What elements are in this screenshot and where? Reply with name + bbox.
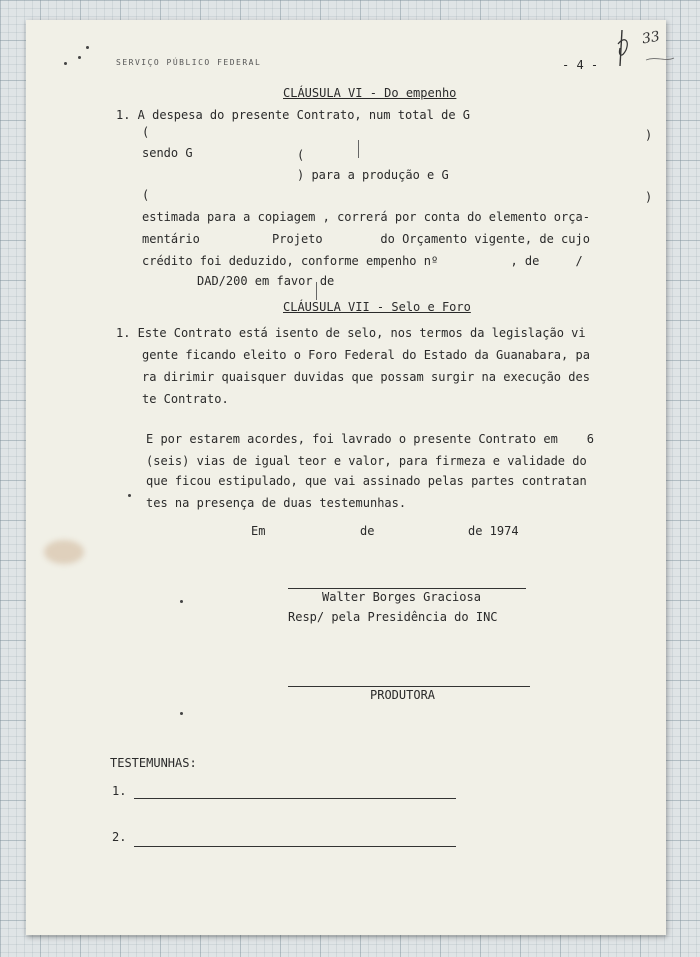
date-de: de [360, 524, 375, 538]
clause-vi-line: ( [142, 125, 150, 139]
witness-number-2: 2. [112, 830, 127, 844]
stray-tick [358, 140, 359, 158]
witness-line-2 [134, 846, 456, 847]
paper-stain [44, 540, 84, 564]
producer-signature-line [288, 686, 530, 687]
clause-vi-line: ) [645, 128, 653, 142]
stray-mark [78, 56, 81, 59]
closing-line: que ficou estipulado, que vai assinado pelas partes contratan [146, 474, 587, 488]
witnesses-label: TESTEMUNHAS: [110, 756, 197, 770]
clause-vii-title: CLÁUSULA VII - Selo e Foro [283, 300, 471, 314]
agency-header: SERVIÇO PÚBLICO FEDERAL [116, 58, 262, 67]
signature-line [288, 588, 526, 589]
date-year: de 1974 [468, 524, 519, 538]
clause-vi-line: mentário Projeto do Orçamento vigente, de cujo [142, 232, 590, 246]
signer-name: Walter Borges Graciosa [322, 590, 481, 604]
witness-line-1 [134, 798, 456, 799]
stray-mark [64, 62, 67, 65]
signer-role: Resp/ pela Presidência do INC [288, 610, 498, 624]
witness-number-1: 1. [112, 784, 127, 798]
folio-number: 33 [640, 28, 662, 48]
clause-vi-line: crédito foi deduzido, conforme empenho nº , de / [142, 254, 583, 268]
clause-vii-line: ra dirimir quaisquer duvidas que possam surgir na execução des [142, 370, 590, 384]
clause-vi-line: ( [297, 148, 305, 162]
clause-vii-line: gente ficando eleito o Foro Federal do Estado da Guanabara, pa [142, 348, 590, 362]
page-number: - 4 - [562, 58, 599, 72]
clause-vi-line: ( [142, 188, 150, 202]
producer-label: PRODUTORA [370, 688, 436, 702]
date-em: Em [251, 524, 266, 538]
stray-mark [128, 494, 131, 497]
clause-vi-line: estimada para a copiagem , correrá por conta do elemento orça- [142, 210, 590, 224]
clause-vi-line: ) [645, 190, 653, 204]
clause-vi-line: ) para a produção e G [297, 168, 449, 182]
stray-mark [180, 712, 183, 715]
closing-line: E por estarem acordes, foi lavrado o presente Contrato em 6 [146, 432, 594, 446]
closing-line: (seis) vias de igual teor e valor, para firmeza e validade do [146, 454, 587, 468]
clause-vi-line: DAD/200 em favor de [197, 274, 335, 288]
clause-vi-line: sendo G [142, 146, 193, 160]
clause-vi-title: CLÁUSULA VI - Do empenho [283, 86, 457, 100]
clause-vi-line: 1. A despesa do presente Contrato, num total de G [116, 108, 471, 122]
clause-vii-line: 1. Este Contrato está isento de selo, nos termos da legislação vi [116, 326, 586, 340]
stray-mark [86, 46, 89, 49]
clause-vii-line: te Contrato. [142, 392, 229, 406]
stray-mark [180, 600, 183, 603]
closing-line: tes na presença de duas testemunhas. [146, 496, 407, 510]
